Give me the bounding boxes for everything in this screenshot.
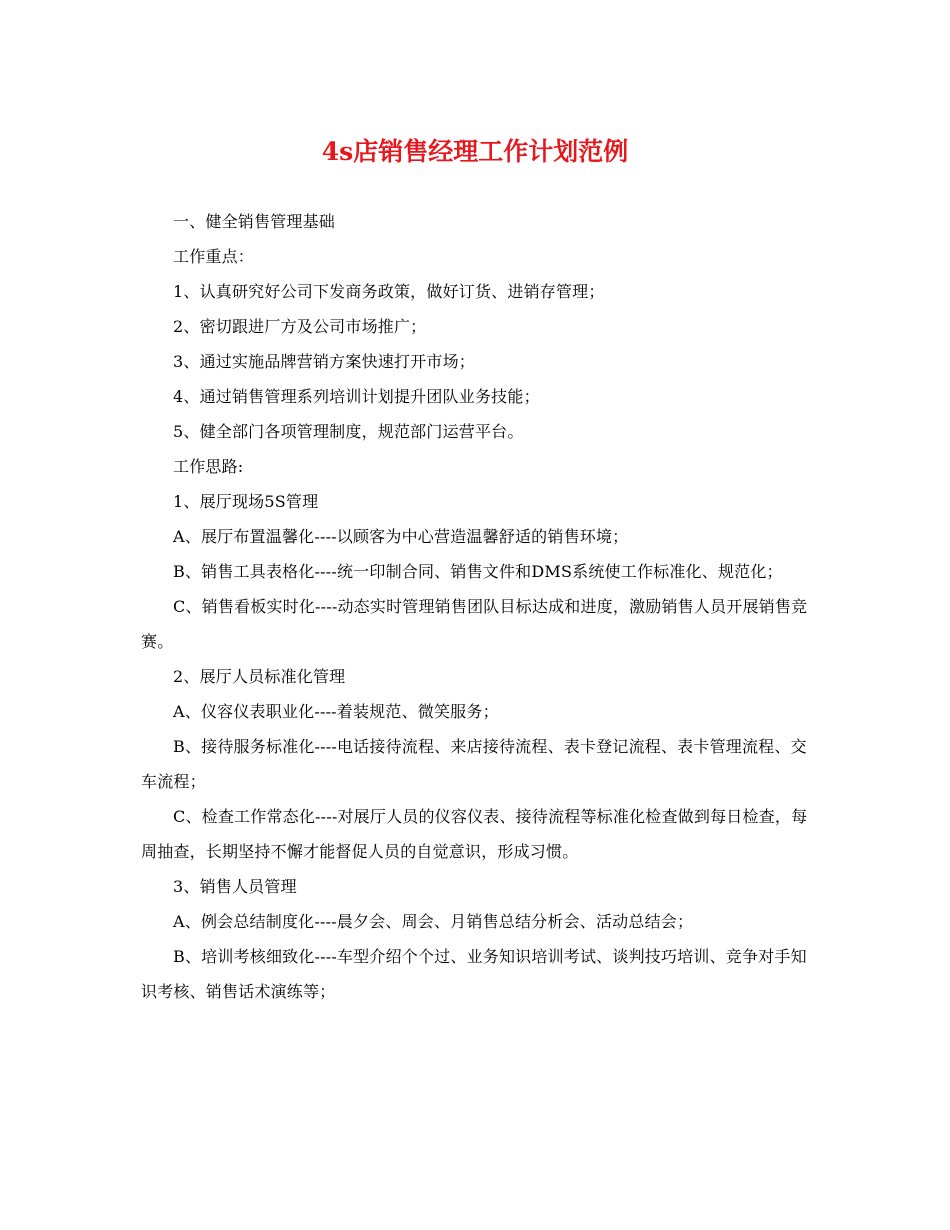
list-item: 5、健全部门各项管理制度，规范部门运营平台。 [173,422,524,441]
list-item: B、培训考核细致化----车型介绍个个过、业务知识培训考试、谈判技巧培训、竞争对手知识考核、销售话术演练等； [141,947,807,1001]
section-heading: 一、健全销售管理基础 [173,212,336,231]
subheading-work-approach: 工作思路: [173,457,244,476]
document-title: 4s店销售经理工作计划范例 [321,137,629,166]
list-item: 4、通过销售管理系列培训计划提升团队业务技能； [173,387,540,406]
list-item: A、仪容仪表职业化----着装规范、微笑服务； [173,702,499,721]
list-item: 2、展厅人员标准化管理 [173,667,346,686]
list-item: B、销售工具表格化----统一印制合同、销售文件和DMS系统使工作标准化、规范化； [173,562,783,581]
list-item: 2、密切跟进厂方及公司市场推广； [173,317,427,336]
list-item: 1、展厅现场5S管理 [173,492,319,511]
list-item: B、接待服务标准化----电话接待流程、来店接待流程、表卡登记流程、表卡管理流程、交车流程； [141,737,807,791]
list-item: 1、认真研究好公司下发商务政策，做好订货、进销存管理； [173,282,605,301]
list-item: 3、通过实施品牌营销方案快速打开市场； [173,352,475,371]
list-item: C、销售看板实时化----动态实时管理销售团队目标达成和进度，激励销售人员开展销售竞赛。 [141,597,808,651]
list-item: A、展厅布置温馨化----以顾客为中心营造温馨舒适的销售环境； [173,527,629,546]
document-body [141,204,821,1009]
list-item: A、例会总结制度化----晨夕会、周会、月销售总结分析会、活动总结会； [173,912,694,931]
list-item: 3、销售人员管理 [173,877,297,896]
list-item: C、检查工作常态化----对展厅人员的仪容仪表、接待流程等标准化检查做到每日检查，每周抽查，长期坚持不懈才能督促人员的自觉意识，形成习惯。 [141,807,808,861]
subheading-work-focus: 工作重点： [173,247,255,266]
